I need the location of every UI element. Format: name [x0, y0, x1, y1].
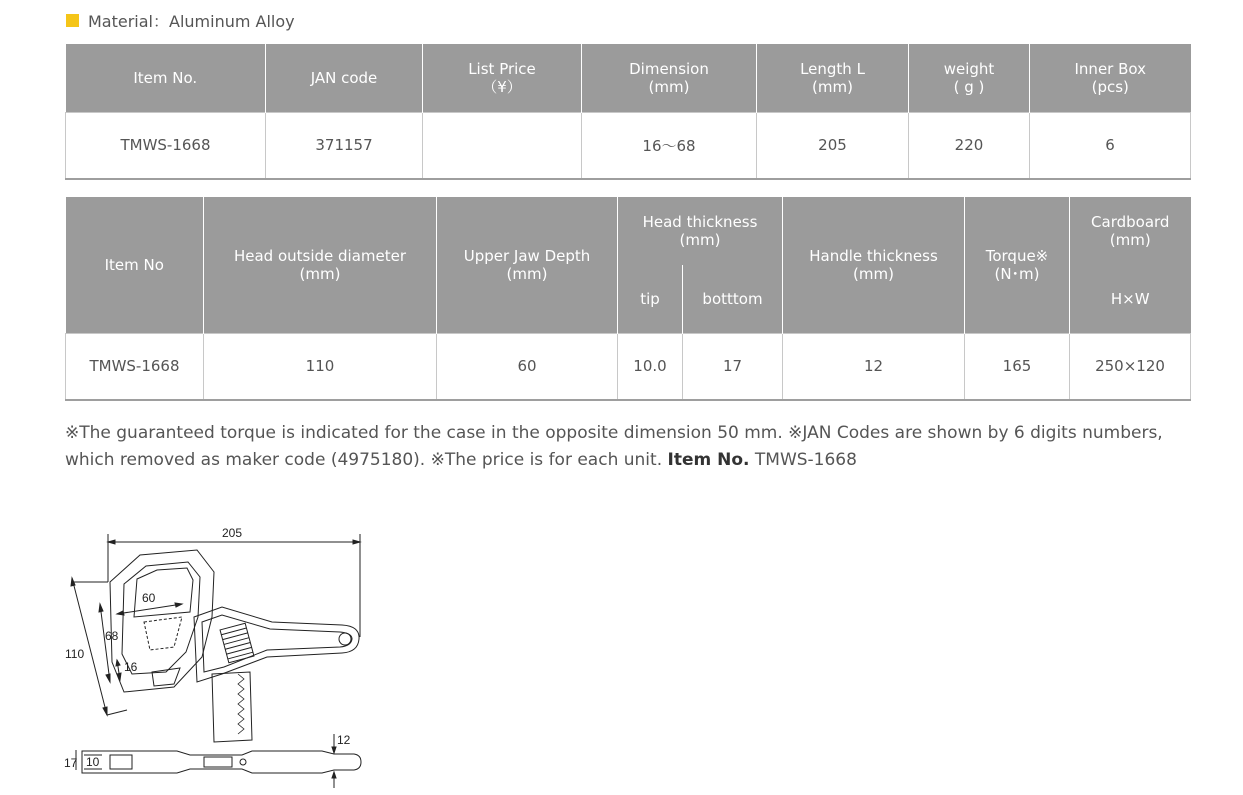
dim-label-205: 205 [222, 526, 243, 540]
cell-list-price [423, 112, 582, 179]
table-header-row [66, 44, 1191, 112]
dim-label-16: 16 [124, 660, 138, 674]
th-item-no: Item No. [66, 44, 266, 112]
cell-handle-thickness: 12 [783, 333, 965, 400]
table-row [66, 112, 1191, 179]
cell-bottom: 17 [683, 333, 783, 400]
cell-head-outside-diameter: 110 [204, 333, 437, 400]
spec-table-2 [65, 197, 1191, 401]
cell-item-no: TMWS-1668 [66, 112, 266, 179]
item-no-label: Item No. [667, 450, 750, 470]
bullet-square-icon [66, 14, 79, 27]
cell-length: 205 [757, 112, 909, 179]
notes-paragraph [65, 420, 1185, 474]
cell-dimension: 16～68 [582, 112, 757, 179]
cell-upper-jaw-depth: 60 [437, 333, 618, 400]
material-text: Material：Aluminum Alloy [88, 12, 295, 31]
item-no-value: TMWS-1668 [749, 450, 857, 470]
table-header-row [66, 197, 1191, 265]
cell-weight: 220 [909, 112, 1030, 179]
th-jan-code: JAN code [266, 44, 423, 112]
th-head-thickness: Head thickness (mm) [618, 197, 783, 265]
dim-label-60: 60 [142, 591, 156, 605]
dim-label-12: 12 [337, 733, 351, 747]
th-list-price: List Price （¥） [423, 44, 582, 112]
th-bottom: botttom [683, 265, 783, 333]
cell-inner-box: 6 [1030, 112, 1191, 179]
th-tip: tip [618, 265, 683, 333]
notes-text: ※The guaranteed torque is indicated for the case in the opposite dimension 50 mm. ※JAN Codes are shown by 6 digits numbers, which removed as maker code (4975180). ※The price is for each unit. [65, 423, 1163, 470]
dim-label-17: 17 [64, 756, 78, 770]
table-row [66, 333, 1191, 400]
cell-item-no: TMWS-1668 [66, 333, 204, 400]
th-length: Length L (mm) [757, 44, 909, 112]
th-torque: Torque※ (N･m) [965, 197, 1070, 333]
dim-label-110: 110 [65, 647, 85, 661]
th-weight: weight ( g ) [909, 44, 1030, 112]
spec-table-1 [65, 44, 1191, 180]
material-line [66, 9, 295, 32]
cell-torque: 165 [965, 333, 1070, 400]
th-item-no: Item No [66, 197, 204, 333]
dim-label-68: 68 [105, 629, 119, 643]
th-inner-box: Inner Box (pcs) [1030, 44, 1191, 112]
dim-label-10: 10 [86, 755, 100, 769]
cell-jan-code: 371157 [266, 112, 423, 179]
th-upper-jaw-depth: Upper Jaw Depth (mm) [437, 197, 618, 333]
wrench-technical-drawing [62, 522, 367, 790]
cell-tip: 10.0 [618, 333, 683, 400]
th-cardboard-hw: H×W [1070, 265, 1191, 333]
th-handle-thickness: Handle thickness (mm) [783, 197, 965, 333]
th-head-outside-diameter: Head outside diameter (mm) [204, 197, 437, 333]
cell-cardboard: 250×120 [1070, 333, 1191, 400]
th-dimension: Dimension (mm) [582, 44, 757, 112]
th-cardboard: Cardboard (mm) [1070, 197, 1191, 265]
